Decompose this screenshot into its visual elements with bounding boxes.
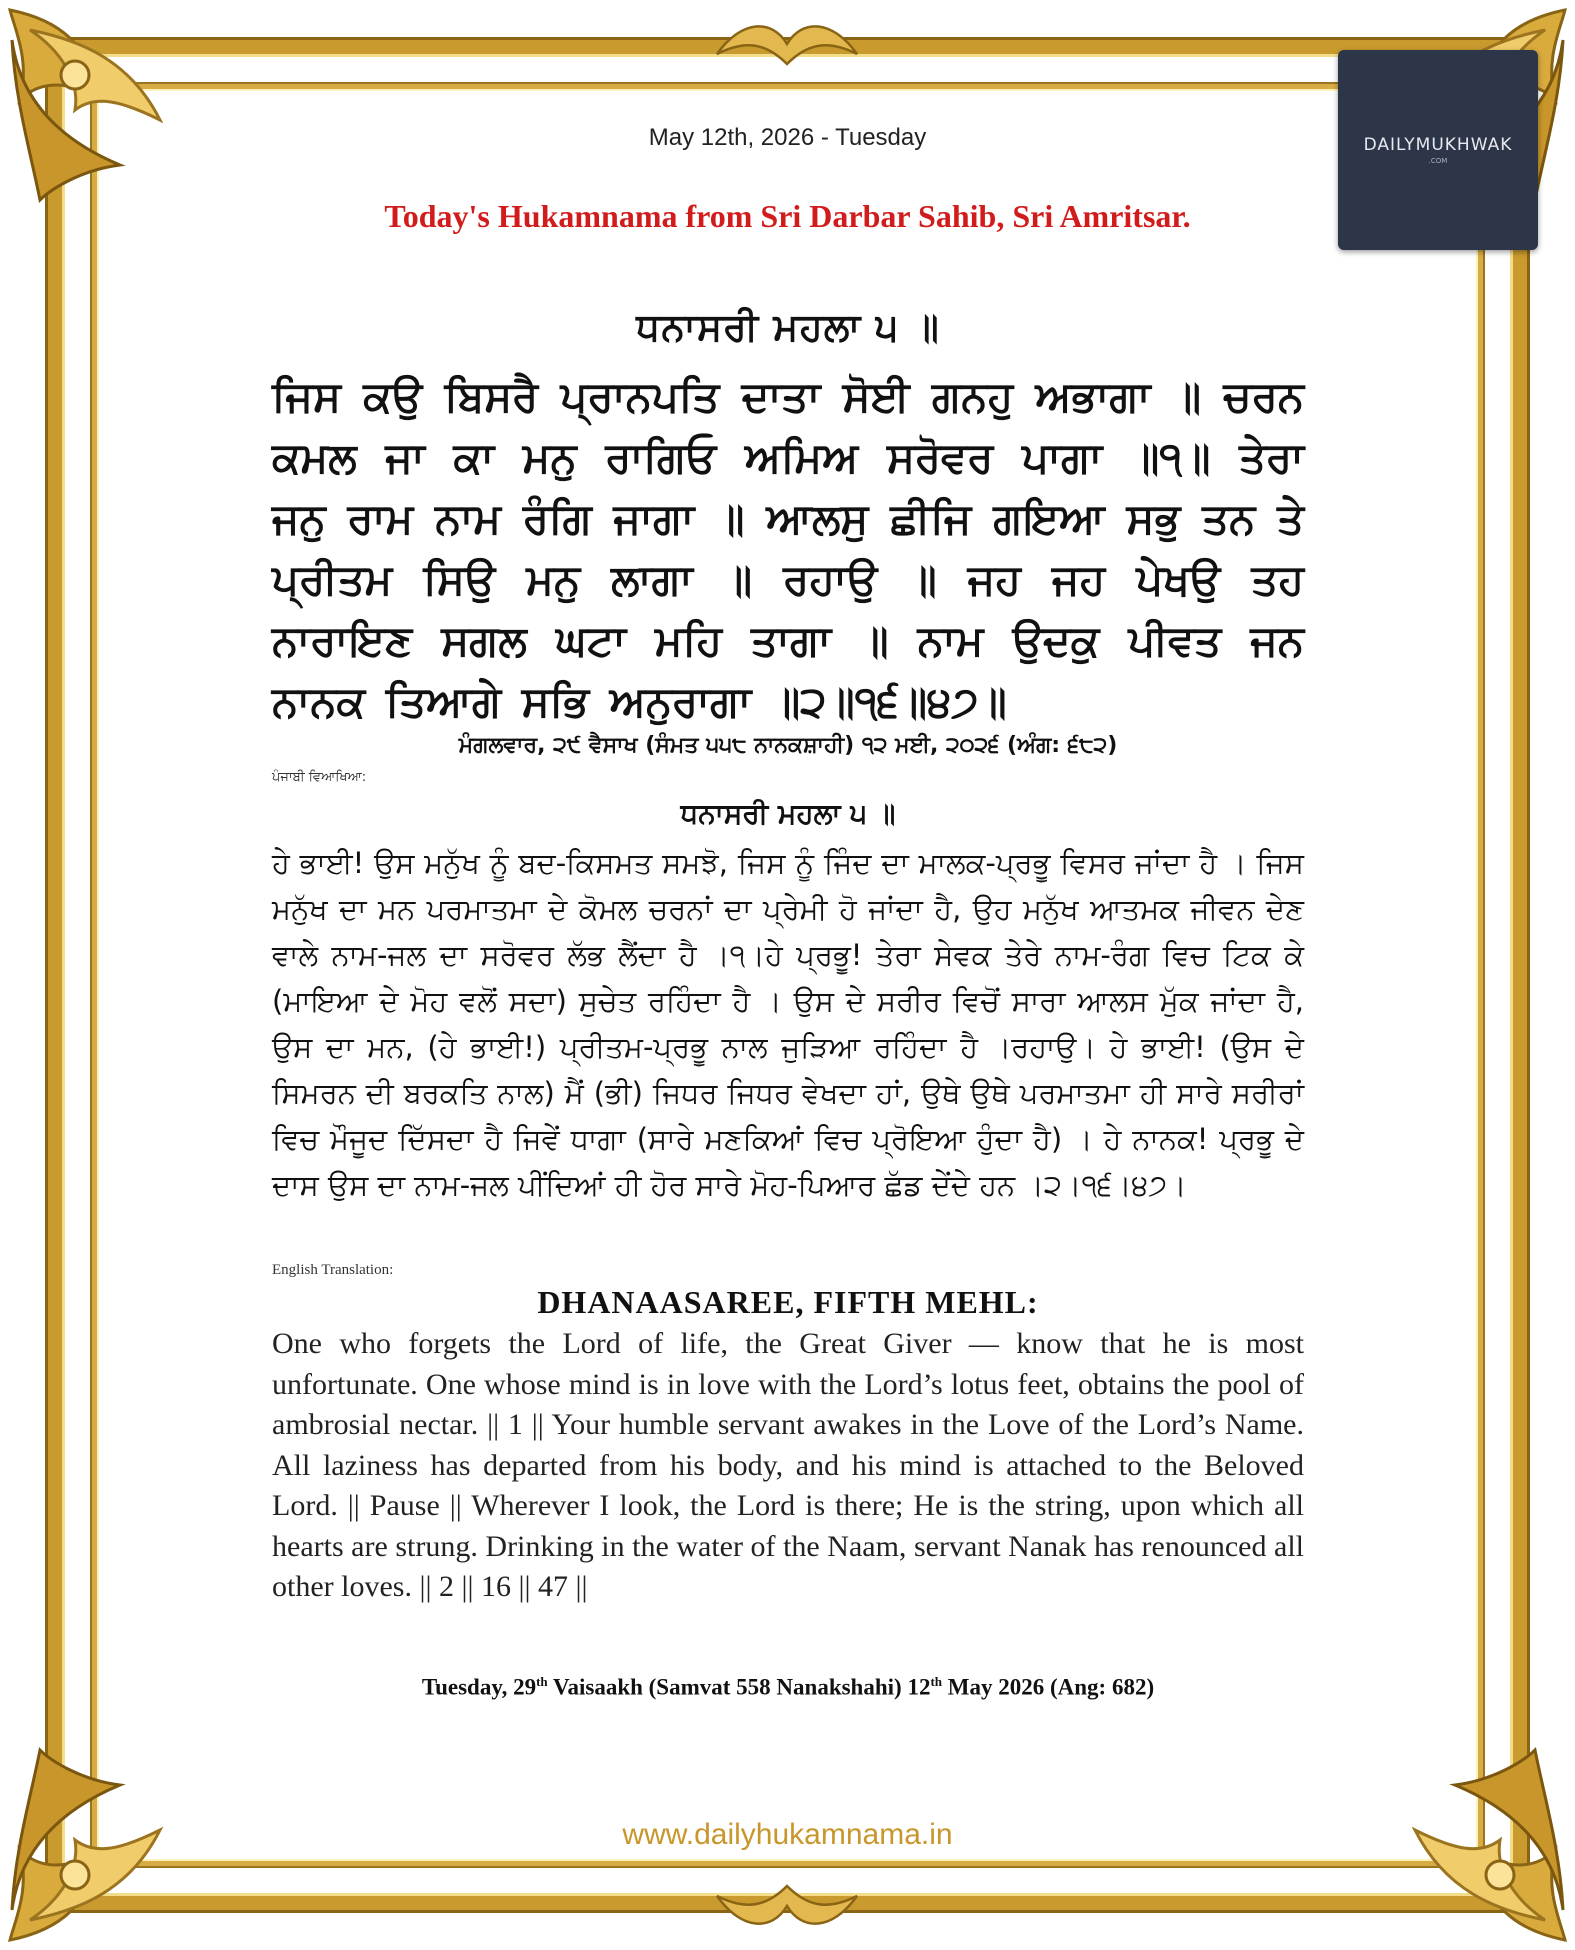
gurbani-heading: ਧਨਾਸਰੀ ਮਹਲਾ ੫ ॥ (636, 305, 940, 349)
gurbani-text: ਜਿਸ ਕਉ ਬਿਸਰੈ ਪ੍ਰਾਨਪਤਿ ਦਾਤਾ ਸੋਈ ਗਨਹੁ ਅਭਾਗਾ ॥ ਚਰਨ ਕਮਲ ਜਾ ਕਾ ਮਨੁ ਰਾਗਿਓ ਅਮਿਅ ਸਰੋਵਰ ਪਾਗਾ ॥੧॥ ਤੇਰਾ ਜਨੁ ਰਾਮ ਨਾਮ ਰੰਗਿ ਜਾਗਾ ॥ ਆਲਸੁ ਛੀਜਿ ਗਇਆ ਸਭੁ ਤਨ ਤੇ ਪ੍ਰੀਤਮ ਸਿਉ ਮਨੁ ਲਾਗਾ ॥ ਰਹਾਉ ॥ ਜਹ ਜਹ ਪੇਖਉ ਤਹ ਨਾਰਾਇਣ ਸਗਲ ਘਟਾ ਮਹਿ ਤਾਗਾ ॥ ਨਾਮ ਉਦਕੁ ਪੀਵਤ ਜਨ ਨਾਨਕ ਤਿਆਗੇ ਸਭਿ ਅਨੁਰਾਗਾ ॥੨॥੧੬॥੪੭॥ (272, 372, 1304, 726)
bottom-center-ornament (712, 1876, 862, 1936)
logo-text: DAILYMUKHWAK (1363, 135, 1513, 155)
punjabi-explanation-label: ਪੰਜਾਬੀ ਵਿਆਖਿਆ: (272, 770, 367, 785)
english-date-sup-1: th (536, 1674, 548, 1689)
english-translation-label: English Translation: (272, 1262, 394, 1278)
punjabi-date-line: ਮੰਗਲਵਾਰ, ੨੯ ਵੈਸਾਖ (ਸੰਮਤ ੫੫੮ ਨਾਨਕਸ਼ਾਹੀ) ੧੨ ਮਈ, ੨੦੨੬ (ਅੰਗ: ੬੮੨) (458, 733, 1118, 758)
logo-subtext: .COM (1428, 157, 1448, 165)
english-date-sup-2: th (930, 1674, 943, 1689)
corner-ornament-top-left (0, 0, 210, 210)
english-translation-text: One who forgets the Lord of life, the Great Giver — know that he is most unfortunate. One whose mind is in love with the Lord’s lotus feet, obtains the pool of ambrosial nectar. || 1 || Your humble servant awakes in the Love of the Lord’s Name. All laziness has departed from his body, and his mind is attached to the Beloved Lord. || Pause || Wherever I look, the Lord is there; He is the string, upon which all hearts are strung. Drinking in the water of the Naam, servant Nanak has renounced all other loves. || 2 || 16 || 47 || (272, 1327, 1304, 1603)
top-center-ornament (712, 14, 862, 74)
punjabi-heading: ਧਨਾਸਰੀ ਮਹਲਾ ੫ ॥ (680, 797, 896, 830)
english-date-end: May 2026 (Ang: 682) (942, 1674, 1155, 1700)
header-date: May 12th, 2026 - Tuesday (648, 124, 927, 151)
english-date-mid: Vaisaakh (Samvat 558 Nanakshahi) 12 (547, 1674, 931, 1700)
english-date-line (272, 1674, 1304, 1701)
punjabi-explanation-text: ਹੇ ਭਾਈ! ਉਸ ਮਨੁੱਖ ਨੂੰ ਬਦ-ਕਿਸਮਤ ਸਮਝੋ, ਜਿਸ ਨੂੰ ਜਿੰਦ ਦਾ ਮਾਲਕ-ਪ੍ਰਭੂ ਵਿਸਰ ਜਾਂਦਾ ਹੈ । ਜਿਸ ਮਨੁੱਖ ਦਾ ਮਨ ਪਰਮਾਤਮਾ ਦੇ ਕੋਮਲ ਚਰਨਾਂ ਦਾ ਪ੍ਰੇਮੀ ਹੋ ਜਾਂਦਾ ਹੈ, ਉਹ ਮਨੁੱਖ ਆਤਮਕ ਜੀਵਨ ਦੇਣ ਵਾਲੇ ਨਾਮ-ਜਲ ਦਾ ਸਰੋਵਰ ਲੱਭ ਲੈਂਦਾ ਹੈ ।੧।ਹੇ ਪ੍ਰਭੂ! ਤੇਰਾ ਸੇਵਕ ਤੇਰੇ ਨਾਮ-ਰੰਗ ਵਿਚ ਟਿਕ ਕੇ (ਮਾਇਆ ਦੇ ਮੋਹ ਵਲੋਂ ਸਦਾ) ਸੁਚੇਤ ਰਹਿੰਦਾ ਹੈ । ਉਸ ਦੇ ਸਰੀਰ ਵਿਚੋਂ ਸਾਰਾ ਆਲਸ ਮੁੱਕ ਜਾਂਦਾ ਹੈ, ਉਸ ਦਾ ਮਨ, (ਹੇ ਭਾਈ!) ਪ੍ਰੀਤਮ-ਪ੍ਰਭੂ ਨਾਲ ਜੁੜਿਆ ਰਹਿੰਦਾ ਹੈ ।ਰਹਾਉ। ਹੇ ਭਾਈ! (ਉਸ ਦੇ ਸਿਮਰਨ ਦੀ ਬਰਕਤਿ ਨਾਲ) ਮੈਂ (ਭੀ) ਜਿਧਰ ਜਿਧਰ ਵੇਖਦਾ ਹਾਂ, ਉਥੇ ਉਥੇ ਪਰਮਾਤਮਾ ਹੀ ਸਾਰੇ ਸਰੀਰਾਂ ਵਿਚ ਮੌਜੂਦ ਦਿੱਸਦਾ ਹੈ ਜਿਵੇਂ ਧਾਗਾ (ਸਾਰੇ ਮਣਕਿਆਂ ਵਿਚ ਪ੍ਰੋਇਆ ਹੁੰਦਾ ਹੈ) । ਹੇ ਨਾਨਕ! ਪ੍ਰਭੂ ਦੇ ਦਾਸ ਉਸ ਦਾ ਨਾਮ-ਜਲ ਪੀਂਦਿਆਂ ਹੀ ਹੋਰ ਸਾਰੇ ਮੋਹ-ਪਿਆਰ ਛੱਡ ਦੇਂਦੇ ਹਨ ।੨।੧੬।੪੭। (272, 846, 1304, 1202)
website-link[interactable]: www.dailyhukamnama.in (622, 1818, 953, 1851)
page-title: Today's Hukamnama from Sri Darbar Sahib, Sri Amritsar. (384, 198, 1191, 234)
english-heading: DHANAASAREE, FIFTH MEHL: (537, 1284, 1039, 1320)
english-date-day: Tuesday, 29 (421, 1674, 537, 1700)
